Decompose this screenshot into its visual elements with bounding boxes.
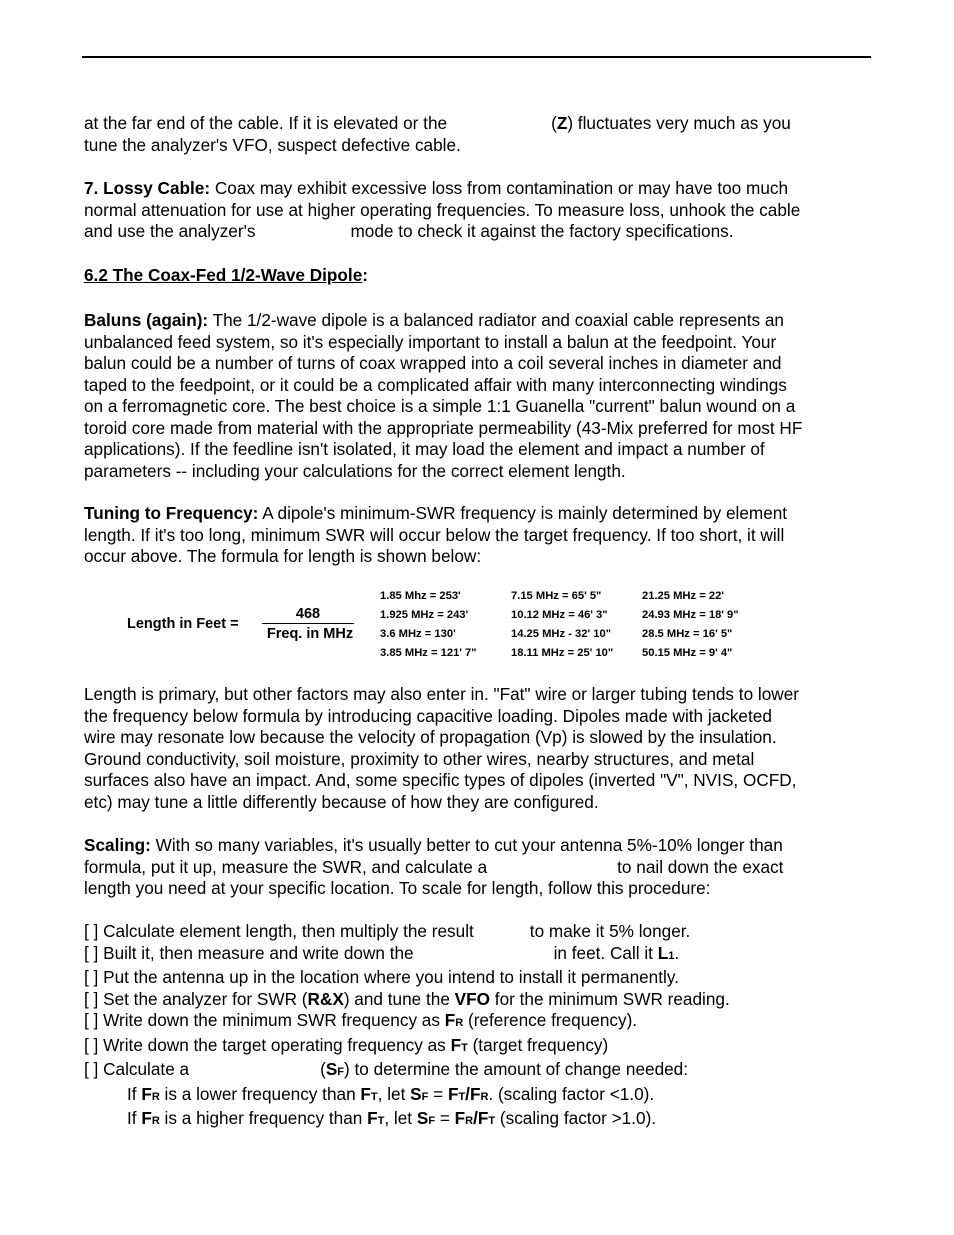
text: [ ] Set the analyzer for SWR ( (84, 988, 308, 1009)
text: [ ] Write down the target operating frequency as (84, 1034, 451, 1055)
text: and use the analyzer's (84, 221, 256, 241)
text: the frequency below formula by introducing capacitive loading. Dipoles made with jacketed (84, 705, 772, 726)
text: wire may resonate low because the velocity of propagation (Vp) is slowed by the insulation. (84, 727, 777, 747)
text: F (454, 1108, 466, 1128)
paragraph-heading: 7. Lossy Cable: (84, 178, 211, 198)
paragraph-baluns (84, 310, 874, 482)
subscript: 1 (668, 949, 675, 962)
text: : (362, 265, 368, 285)
text: L (657, 942, 669, 963)
text: F (360, 1083, 371, 1104)
text: [ ] Write down the minimum SWR frequency as (84, 1010, 445, 1030)
text: for the minimum SWR reading. (490, 988, 730, 1009)
text: to make it 5% longer. (529, 921, 691, 941)
text: ) fluctuates very much as you (567, 113, 791, 133)
section-title: 6.2 The Coax-Fed 1/2-Wave Dipole (84, 265, 363, 285)
subscript: T (488, 1115, 496, 1127)
text: F (469, 1083, 481, 1104)
text: on a ferromagnetic core. The best choice is a simple 1:1 Guanella "current" balun wound on a (84, 396, 796, 416)
text: is a higher frequency than (159, 1108, 368, 1128)
length-table-cell: 24.93 MHz = 18' 9" (642, 609, 739, 621)
procedure-checklist (84, 921, 874, 1133)
text: (scaling factor >1.0). (495, 1108, 657, 1128)
text: . (674, 942, 680, 963)
text: to nail down the exact (617, 856, 784, 877)
checklist-item (84, 943, 874, 968)
text: taped to the feedpoint, or it could be a complicated affair with many interconnecting windings (84, 374, 787, 395)
checklist-item: [ ] Put the antenna up in the location where you intend to install it permanently. (84, 967, 679, 987)
text: S (325, 1059, 338, 1079)
length-table-cell: 10.12 MHz = 46' 3" (511, 609, 608, 621)
subscript: T (461, 1041, 468, 1054)
text: surfaces also have an impact. And, some specific types of dipoles (inverted "V", NVIS, OCFD, (84, 770, 797, 790)
subscript: T (377, 1115, 385, 1127)
subscript: R (465, 1115, 474, 1127)
text: A dipole's minimum-SWR frequency is mainly determined by element (258, 503, 788, 523)
text: parameters -- including your calculations for the correct element length. (84, 460, 626, 481)
length-table-cell: 28.5 MHz = 16' 5" (642, 628, 733, 640)
length-table-cell: 18.11 MHz = 25' 10" (511, 647, 614, 659)
text: [ ] Calculate element length, then multiply the result (84, 921, 474, 941)
text: balun could be a number of turns of coax wrapped into a coil several inches in diameter and (84, 353, 782, 373)
text: tune the analyzer's VFO, suspect defective cable. (84, 134, 461, 155)
text: VFO (454, 988, 491, 1009)
text: With so many variables, it's usually better to cut your antenna 5%-10% longer than (150, 835, 783, 855)
text: F (444, 1010, 456, 1030)
text: , let (384, 1108, 417, 1128)
paragraph-lossy-cable (84, 178, 874, 243)
text: length. If it's too long, minimum SWR will occur below the target frequency. If too short, it will (84, 524, 785, 545)
text: Z (556, 113, 568, 133)
paragraph-cable-continuation (84, 113, 874, 156)
subscript: F (428, 1115, 436, 1127)
text: S (410, 1083, 422, 1104)
text: (target frequency) (467, 1034, 609, 1055)
text: is a lower frequency than (159, 1083, 361, 1104)
text: [ ] Calculate a (84, 1059, 190, 1079)
length-table-cell: 7.15 MHz = 65' 5" (511, 590, 602, 602)
text: unbalanced feed system, so it's especially important to install a balun at the feedpoint. Your (84, 331, 777, 352)
length-table-cell: 14.25 MHz - 32' 10" (511, 628, 611, 640)
header-rule (82, 56, 871, 58)
length-table-cell: 3.6 MHz = 130' (380, 628, 456, 640)
text: toroid core made from material with the appropriate permeability (43-Mix preferred for most HF (84, 417, 803, 438)
subscript: R (480, 1090, 489, 1103)
subscript: R (151, 1090, 160, 1103)
text: = (428, 1083, 448, 1104)
text: Ground conductivity, soil moisture, proximity to other wires, nearby structures, and metal (84, 748, 755, 769)
text: F (450, 1034, 462, 1055)
paragraph-length-factors (84, 684, 874, 813)
checklist-item (84, 1035, 874, 1060)
text: formula, put it up, measure the SWR, and calculate a (84, 856, 488, 877)
subscript: T (458, 1090, 466, 1103)
subscript: F (421, 1090, 429, 1103)
text: F (367, 1108, 378, 1128)
section-heading (84, 265, 874, 287)
checklist-item (84, 921, 874, 943)
text: If (127, 1083, 142, 1104)
text: / (465, 1083, 470, 1104)
length-table-cell: 50.15 MHz = 9' 4" (642, 647, 733, 659)
text: length you need at your specific location. To scale for length, follow this procedure: (84, 878, 711, 898)
text: F (447, 1083, 459, 1104)
text: S (416, 1108, 429, 1128)
paragraph-tuning (84, 503, 874, 568)
text: ) to determine the amount of change needed: (344, 1059, 689, 1079)
text: Length is primary, but other factors may also enter in. "Fat" wire or larger tubing tends to lower (84, 684, 799, 704)
text: at the far end of the cable. If it is elevated or the (84, 113, 448, 133)
text: / (473, 1108, 478, 1128)
formula-numerator: 468 (262, 606, 354, 624)
condition-lower (84, 1084, 874, 1109)
text: [ ] Built it, then measure and write down the (84, 942, 414, 963)
checklist-item (84, 1059, 874, 1084)
text: normal attenuation for use at higher operating frequencies. To measure loss, unhook the cable (84, 199, 801, 220)
formula-denominator: Freq. in MHz (266, 626, 354, 642)
text: occur above. The formula for length is shown below: (84, 546, 482, 566)
text: F (477, 1108, 489, 1128)
text: The 1/2-wave dipole is a balanced radiator and coaxial cable represents an (208, 310, 784, 330)
text: F (141, 1083, 152, 1104)
paragraph-scaling (84, 835, 874, 900)
text: ( (320, 1059, 326, 1079)
length-table-cell: 1.925 MHz = 243' (380, 609, 469, 621)
condition-higher (84, 1108, 874, 1133)
text: ) and tune the (343, 988, 455, 1009)
length-table-cell: 3.85 MHz = 121' 7" (380, 647, 477, 659)
text: applications). If the feedline isn't isolated, it may load the element and impact a number of (84, 439, 765, 459)
text: . (scaling factor <1.0). (488, 1083, 655, 1104)
paragraph-heading: Scaling: (84, 835, 151, 855)
text: etc) may tune a little differently because of how they are configured. (84, 791, 599, 812)
text: = (435, 1108, 455, 1128)
text: ( (551, 113, 557, 133)
formula-label: Length in Feet = (127, 616, 239, 632)
text: Coax may exhibit excessive loss from contamination or may have too much (210, 178, 789, 198)
text: in feet. Call it (553, 942, 658, 963)
subscript: T (370, 1090, 378, 1103)
text: If (127, 1108, 142, 1128)
paragraph-heading: Tuning to Frequency: (84, 503, 259, 523)
text: mode to check it against the factory specifications. (350, 221, 734, 241)
text: R&X (307, 988, 344, 1009)
subscript: R (455, 1017, 464, 1029)
length-table-cell: 1.85 Mhz = 253' (380, 590, 461, 602)
checklist-item (84, 989, 874, 1011)
text: (reference frequency). (463, 1010, 638, 1030)
text: , let (377, 1083, 411, 1104)
subscript: F (337, 1066, 345, 1078)
checklist-item (84, 1010, 874, 1035)
subscript: R (151, 1115, 160, 1127)
paragraph-heading: Baluns (again): (84, 310, 209, 330)
text: F (141, 1108, 152, 1128)
length-table-cell: 21.25 MHz = 22' (642, 590, 724, 602)
